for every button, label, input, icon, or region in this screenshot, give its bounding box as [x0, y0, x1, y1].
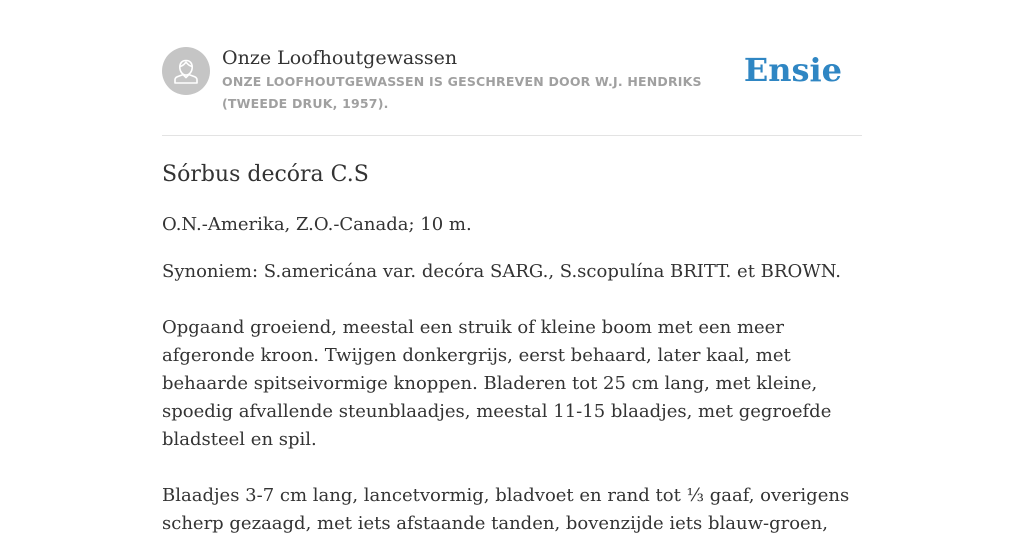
avatar[interactable] — [162, 47, 210, 95]
entry-title: Sórbus decóra C.S — [162, 162, 369, 187]
ensie-logo[interactable]: Ensie — [743, 51, 842, 89]
publication-subtitle: ONZE LOOFHOUTGEWASSEN IS GESCHREVEN DOOR W.J. HENDRIKS (TWEEDE DRUK, 1957). — [222, 74, 702, 111]
user-silhouette-icon — [162, 47, 210, 95]
entry-paragraph-origin: O.N.-Amerika, Z.O.-Canada; 10 m. — [162, 214, 472, 235]
entry-paragraph-description: Opgaand groeiend, meestal een struik of kleine boom met een meer afgeronde kroon. Twijgen donkergrijs, eerst behaard, later kaal, met behaarde spitseivormige knoppen. Bladeren tot 25 cm lang, met kleine, spoedig afvallende steunblaadjes, meestal 11-15 blaadjes, met gegroefde bladsteel en spil. — [162, 317, 832, 450]
entry-paragraph-leaflets: Blaadjes 3-7 cm lang, lancetvormig, bladvoet en rand tot ⅓ gaaf, overigens scherp gezaagd, met iets afstaande tanden, bovenzijde iets blauw-groen, — [162, 485, 850, 534]
entry-content — [162, 158, 862, 538]
publication-header — [162, 46, 862, 136]
entry-paragraph-synonym: Synoniem: S.americána var. decóra SARG., S.scopulína BRITT. et BROWN. — [162, 261, 842, 282]
publication-title[interactable]: Onze Loofhoutgewassen — [222, 47, 458, 69]
